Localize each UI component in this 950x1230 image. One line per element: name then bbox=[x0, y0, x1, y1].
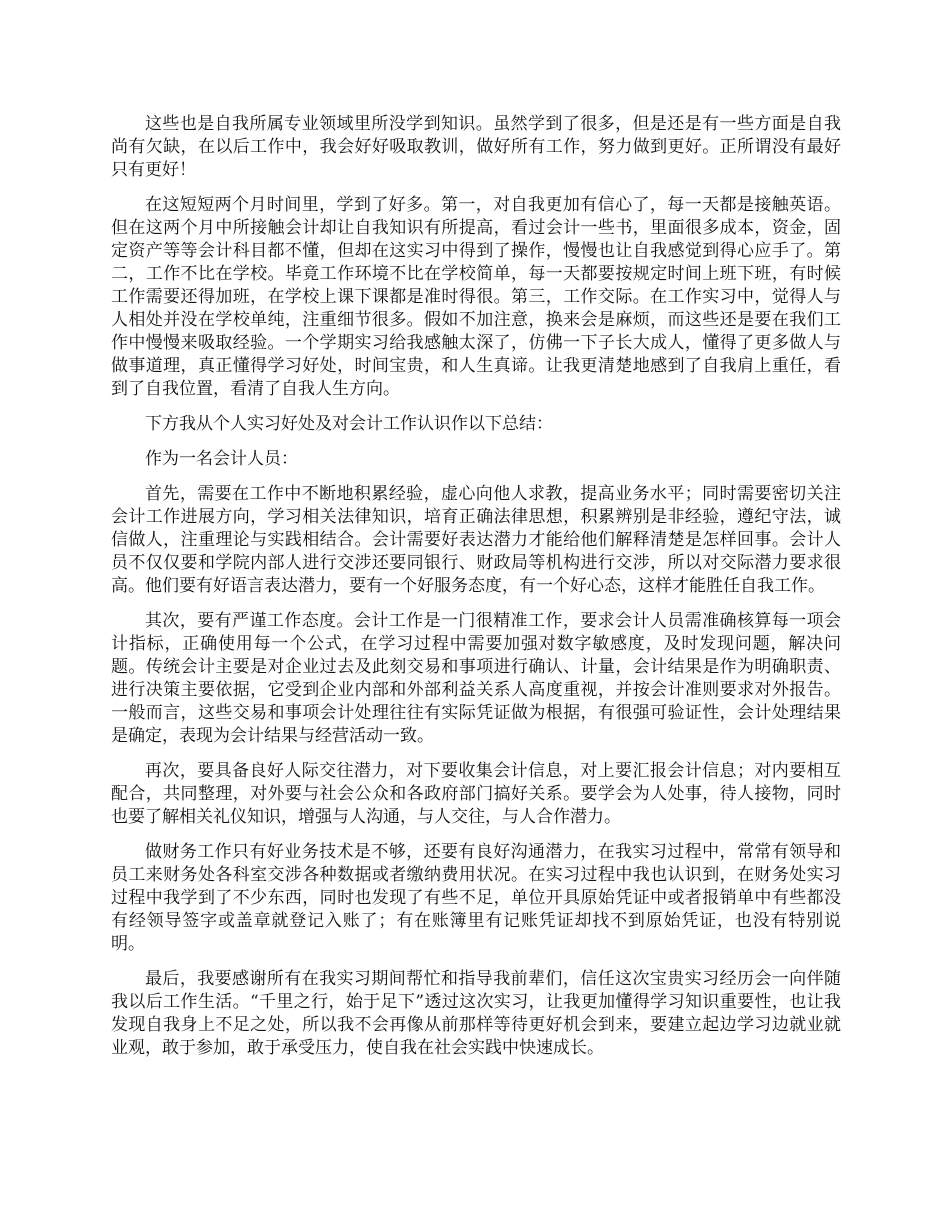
paragraph-9: 最后，我要感谢所有在我实习期间帮忙和指导我前辈们，信任这次宝贵实习经历会一向伴随我以后工作生活。“千里之行，始于足下”透过这次实习，让我更加懂得学习知识重要性，也让我发现自我身上不足之处，所以我不会再像从前那样等待更好机会到来，要建立起边学习边就业就业观，敢于参加，敢于承受压力，使自我在社会实践中快速成长。 bbox=[111, 969, 841, 1058]
paragraph-6: 其次，要有严谨工作态度。会计工作是一门很精准工作，要求会计人员需准确核算每一项会计指标，正确使用每一个公式，在学习过程中需要加强对数字敏感度，及时发现问题，解决问题。传统会计主要是对企业过去及此刻交易和事项进行确认、计量，会计结果是作为明确职责、进行决策主要依据，它受到企业内部和外部利益关系人高度重视，并按会计准则要求对外报告。一般而言，这些交易和事项会计处理往往有实际凭证做为根据，有很强可验证性，会计处理结果是确定，表现为会计结果与经营活动一致。 bbox=[111, 611, 841, 746]
paragraph-1: 这些也是自我所属专业领域里所没学到知识。虽然学到了很多，但是还是有一些方面是自我尚有欠缺，在以后工作中，我会好好吸取教训，做好所有工作，努力做到更好。正所谓没有最好只有更好！ bbox=[111, 114, 841, 180]
paragraph-4: 作为一名会计人员： bbox=[145, 449, 298, 469]
document-body bbox=[111, 113, 841, 1072]
paragraph-7: 再次，要具备良好人际交往潜力，对下要收集会计信息，对上要汇报会计信息；对内要相互配合，共同整理，对外要与社会公众和各政府部门搞好关系。要学会为人处事，待人接物，同时也要了解相关礼仪知识，增强与人沟通，与人交往，与人合作潜力。 bbox=[111, 761, 841, 827]
paragraph-3: 下方我从个人实习好处及对会计工作认识作以下总结： bbox=[145, 414, 553, 434]
paragraph-5: 首先，需要在工作中不断地积累经验，虚心向他人求教，提高业务水平；同时需要密切关注会计工作进展方向，学习相关法律知识，培育正确法律思想，积累辨别是非经验，遵纪守法，诚信做人，注重理论与实践相结合。会计需要好表达潜力才能给他们解释清楚是怎样回事。会计人员不仅仅要和学院内部人进行交涉还要同银行、财政局等机构进行交涉，所以对交际潜力要求很高。他们要有好语言表达潜力，要有一个好服务态度，有一个好心态，这样才能胜任自我工作。 bbox=[111, 484, 841, 596]
paragraph-8: 做财务工作只有好业务技术是不够，还要有良好沟通潜力，在我实习过程中，常常有领导和员工来财务处各科室交涉各种数据或者缴纳费用状况。在实习过程中我也认识到，在财务处实习过程中我学到了不少东西，同时也发现了有些不足，单位开具原始凭证中或者报销单中有些都没有经领导签字或盖章就登记入账了；有在账簿里有记账凭证却找不到原始凭证，也没有特别说明。 bbox=[111, 842, 841, 954]
paragraph-2: 在这短短两个月时间里，学到了好多。第一，对自我更加有信心了，每一天都是接触英语。但在这两个月中所接触会计却让自我知识有所提高，看过会计一些书，里面很多成本，资金，固定资产等等会计科目都不懂，但却在这实习中得到了操作，慢慢也让自我感觉到得心应手了。第二，工作不比在学校。毕竟工作环境不比在学校简单，每一天都要按规定时间上班下班，有时候工作需要还得加班，在学校上课下课都是准时得很。第三，工作交际。在工作实习中，觉得人与人相处并没在学校单纯，注重细节很多。假如不加注意，换来会是麻烦，而这些还是要在我们工作中慢慢来吸取经验。一个学期实习给我感触太深了，仿佛一下子长大成人，懂得了更多做人与做事道理，真正懂得学习好处，时间宝贵，和人生真谛。让我更清楚地感到了自我肩上重任，看到了自我位置，看清了自我人生方向。 bbox=[111, 195, 841, 399]
